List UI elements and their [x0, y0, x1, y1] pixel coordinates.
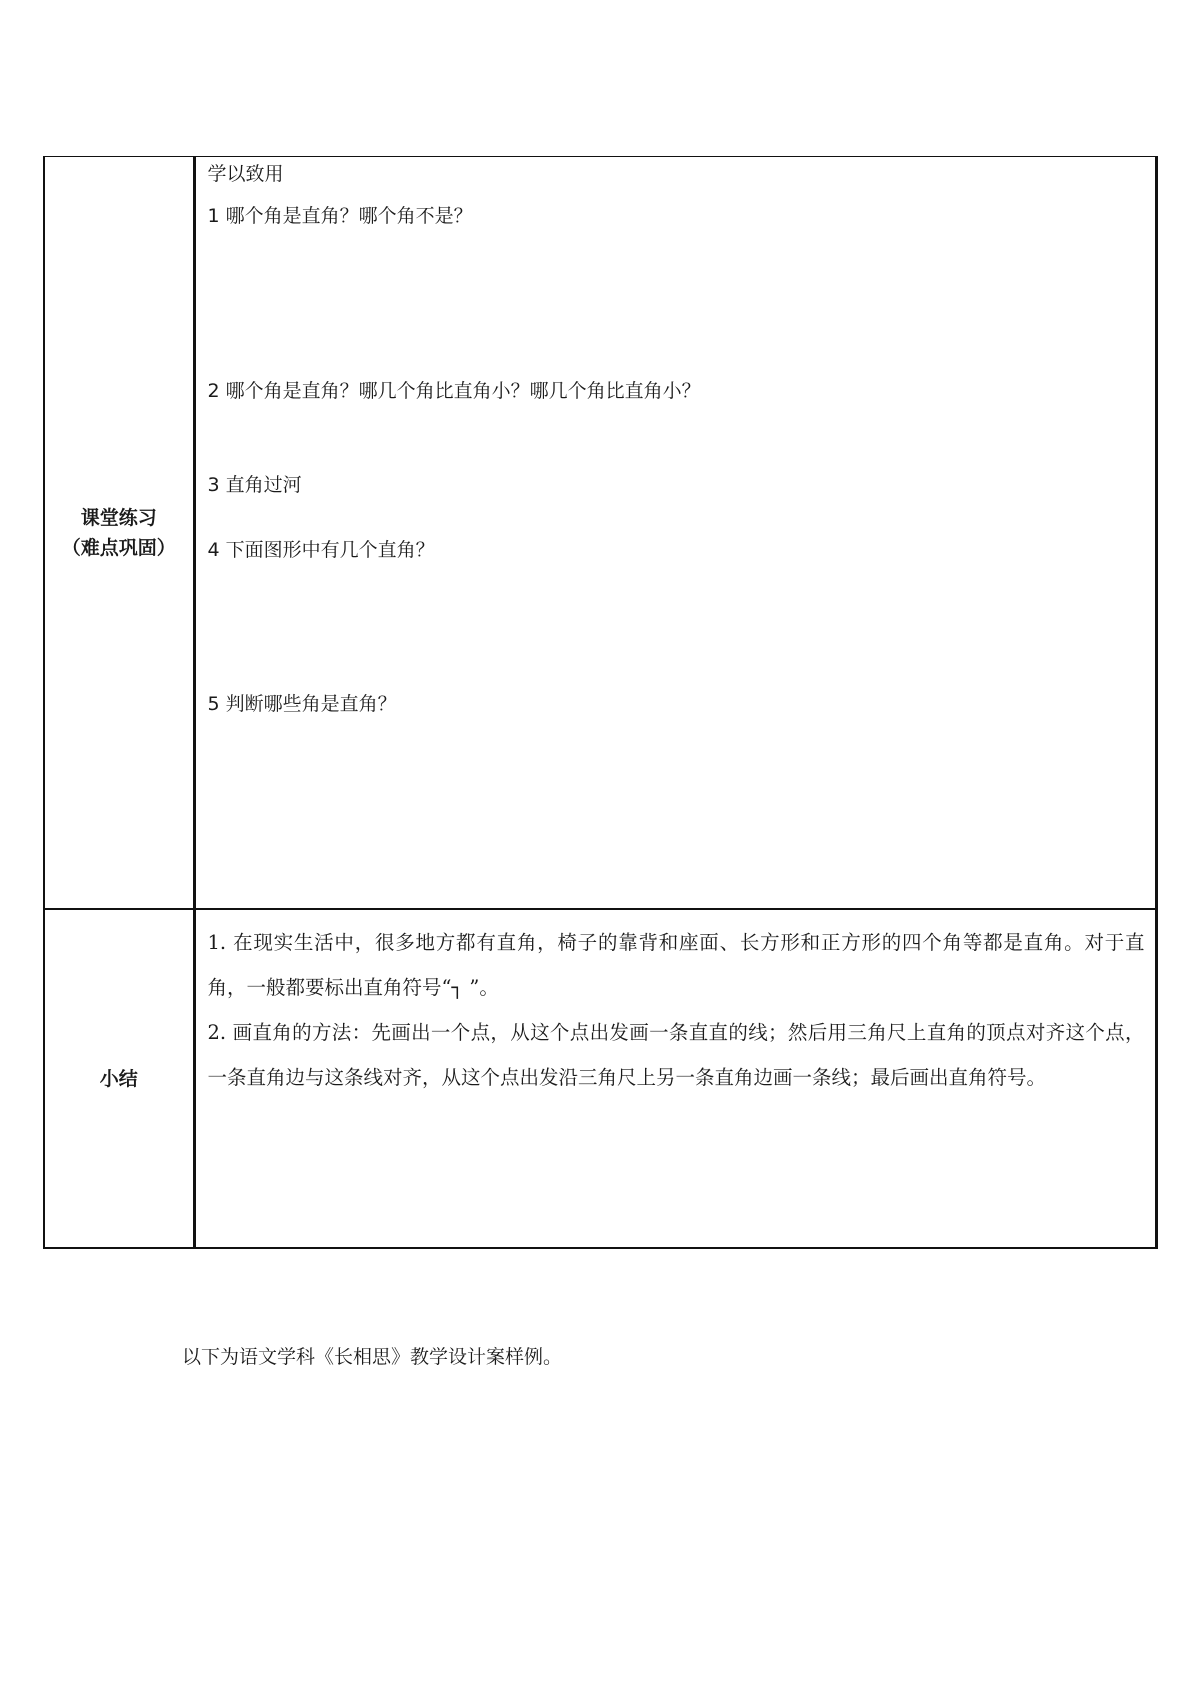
practice-heading: 学以致用 [207, 163, 284, 185]
summary-label-cell [44, 909, 194, 1248]
practice-row [44, 157, 1156, 910]
question-number: 2 [207, 380, 220, 402]
question-text: 哪个角是直角？哪个角不是？ [225, 205, 473, 227]
question-number: 3 [207, 474, 220, 496]
summary-row [44, 909, 1156, 1248]
summary-paragraph-1: 1. 在现实生活中，很多地方都有直角，椅子的靠背和座面、长方形和正方形的四个角等都是直角。对于直角，一般都要标出直角符号“┐ ”。 [207, 931, 1145, 999]
question-5 [208, 692, 397, 716]
summary-content [196, 910, 1155, 1100]
practice-content-cell [194, 157, 1156, 910]
summary-label: 小结 [99, 1067, 138, 1090]
question-number: 4 [207, 539, 220, 561]
summary-paragraph-2: 2. 画直角的方法：先画出一个点，从这个点出发画一条直直的线；然后用三角尺上直角的顶点对齐这个点，一条直角边与这条线对齐，从这个点出发沿三角尺上另一条直角边画一条线；最后画出直角符号。 [207, 1021, 1145, 1089]
question-text: 判断哪些角是直角？ [225, 693, 397, 715]
practice-label-cell [44, 157, 194, 910]
question-number: 5 [207, 693, 220, 715]
practice-label-subtitle: （难点巩固） [61, 536, 176, 559]
practice-label-title: 课堂练习 [80, 506, 157, 529]
question-3 [208, 473, 302, 497]
question-number: 1 [207, 205, 220, 227]
summary-content-cell [194, 909, 1156, 1248]
question-text: 哪个角是直角？哪几个角比直角小？哪几个角比直角小？ [225, 380, 701, 402]
question-1 [208, 204, 473, 228]
lesson-plan-table [43, 156, 1158, 1249]
question-text: 直角过河 [225, 474, 302, 496]
question-2 [208, 379, 701, 403]
footer-note: 以下为语文学科《长相思》教学设计案样例。 [182, 1346, 563, 1368]
question-text: 下面图形中有几个直角？ [225, 539, 435, 561]
practice-content [196, 157, 1155, 908]
question-4 [208, 538, 435, 562]
